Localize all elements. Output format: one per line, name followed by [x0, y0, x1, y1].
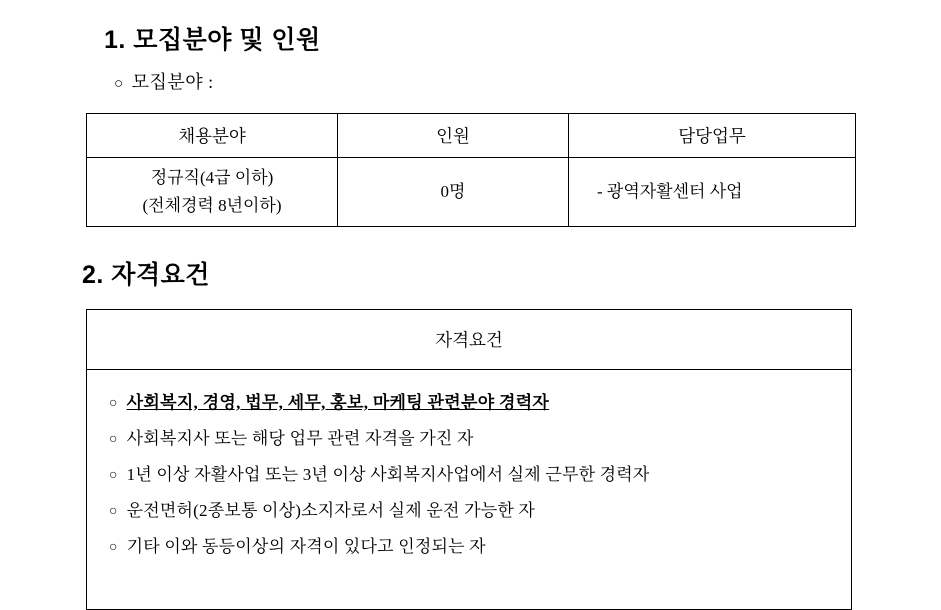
circle-bullet-icon: ○ — [109, 540, 118, 555]
column-header-field: 채용분야 — [87, 114, 338, 158]
cell-field — [87, 158, 338, 227]
list-item-text: 사회복지사 또는 해당 업무 관련 자격을 가진 자 — [126, 429, 474, 448]
cell-duty: - 광역자활센터 사업 — [569, 158, 856, 227]
circle-bullet-icon: ○ — [109, 468, 118, 483]
circle-bullet-icon: ○ — [109, 432, 118, 447]
cell-field-line1: 정규직(4급 이하) — [150, 167, 274, 187]
list-item — [87, 430, 851, 447]
list-item — [87, 502, 851, 519]
list-item-text: 사회복지, 경영, 법무, 세무, 홍보, 마케팅 관련분야 경력자 — [126, 393, 550, 412]
circle-bullet-icon: ○ — [109, 504, 118, 519]
section-2-heading: 2. 자격요건 — [82, 261, 210, 289]
cell-field-line2: (전체경력 8년이하) — [142, 196, 282, 215]
list-item-text: 기타 이와 동등이상의 자격이 있다고 인정되는 자 — [126, 537, 486, 556]
section-1-heading: 1. 모집분야 및 인원 — [104, 26, 321, 54]
qualification-body-cell — [87, 370, 852, 610]
recruit-field-sublabel — [114, 68, 214, 94]
qualification-header-row — [87, 310, 852, 370]
cell-count: 0명 — [338, 158, 569, 227]
list-item-text: 운전면허(2종보통 이상)소지자로서 실제 운전 가능한 자 — [126, 501, 536, 520]
table-row — [87, 158, 856, 227]
table-header-row — [87, 114, 856, 158]
recruitment-table — [86, 113, 856, 227]
qualification-table — [86, 309, 852, 610]
list-item — [87, 538, 851, 555]
circle-bullet-icon: ○ — [114, 76, 124, 92]
qualification-body-row — [87, 370, 852, 610]
recruit-field-sublabel-text: 모집분야 : — [131, 72, 214, 92]
list-item — [87, 466, 851, 483]
column-header-count: 인원 — [338, 114, 569, 158]
list-item-text: 1년 이상 자활사업 또는 3년 이상 사회복지사업에서 실제 근무한 경력자 — [126, 465, 650, 484]
list-item — [87, 394, 851, 411]
column-header-qualification: 자격요건 — [87, 310, 852, 370]
circle-bullet-icon: ○ — [109, 396, 118, 411]
column-header-duty: 담당업무 — [569, 114, 856, 158]
qualification-list — [87, 394, 851, 555]
